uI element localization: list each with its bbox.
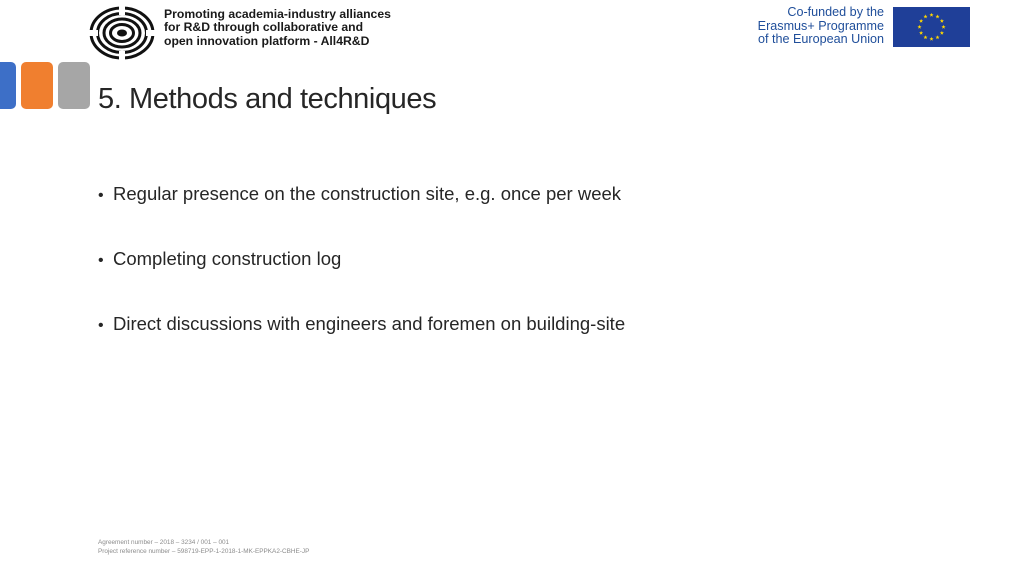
project-title-block — [164, 8, 464, 48]
project-title-line-3: open innovation platform - All4R&D — [164, 33, 370, 48]
bullet-dot-icon: • — [98, 252, 104, 269]
bullet-text: Completing construction log — [113, 248, 342, 269]
bullet-dot-icon: • — [98, 187, 104, 204]
bullet-text: Direct discussions with engineers and foremen on building-site — [113, 313, 626, 334]
eu-text-line-2: Erasmus+ Programme — [757, 18, 884, 33]
bullet-text: Regular presence on the construction site, e.g. once per week — [113, 183, 622, 204]
bullet-item — [98, 181, 625, 246]
bullet-item — [98, 246, 625, 311]
project-title-line-1: Promoting academia-industry alliances — [164, 7, 391, 21]
bullet-list — [98, 181, 625, 376]
accent-square-blue — [0, 62, 16, 109]
bullet-dot-icon: • — [98, 317, 104, 334]
accent-square-orange — [21, 62, 53, 109]
maze-spiral-logo — [89, 6, 155, 60]
eu-text-line-1: Co-funded by the — [787, 5, 884, 19]
eu-funding-text — [758, 6, 884, 47]
slide-title: 5. Methods and techniques — [98, 83, 437, 115]
project-reference: Project reference number – 598719-EPP-1-2018-1-MK-EPPKA2-CBHE-JP — [98, 548, 310, 555]
agreement-number: Agreement number – 2018 – 3234 / 001 – 001 — [98, 539, 230, 546]
project-title-line-2: for R&D through collaborative and — [164, 20, 364, 35]
footer — [98, 538, 309, 556]
eu-flag-icon — [893, 7, 970, 47]
accent-square-grey — [58, 62, 90, 109]
bullet-item — [98, 311, 625, 376]
eu-text-line-3: of the European Union — [757, 32, 884, 47]
